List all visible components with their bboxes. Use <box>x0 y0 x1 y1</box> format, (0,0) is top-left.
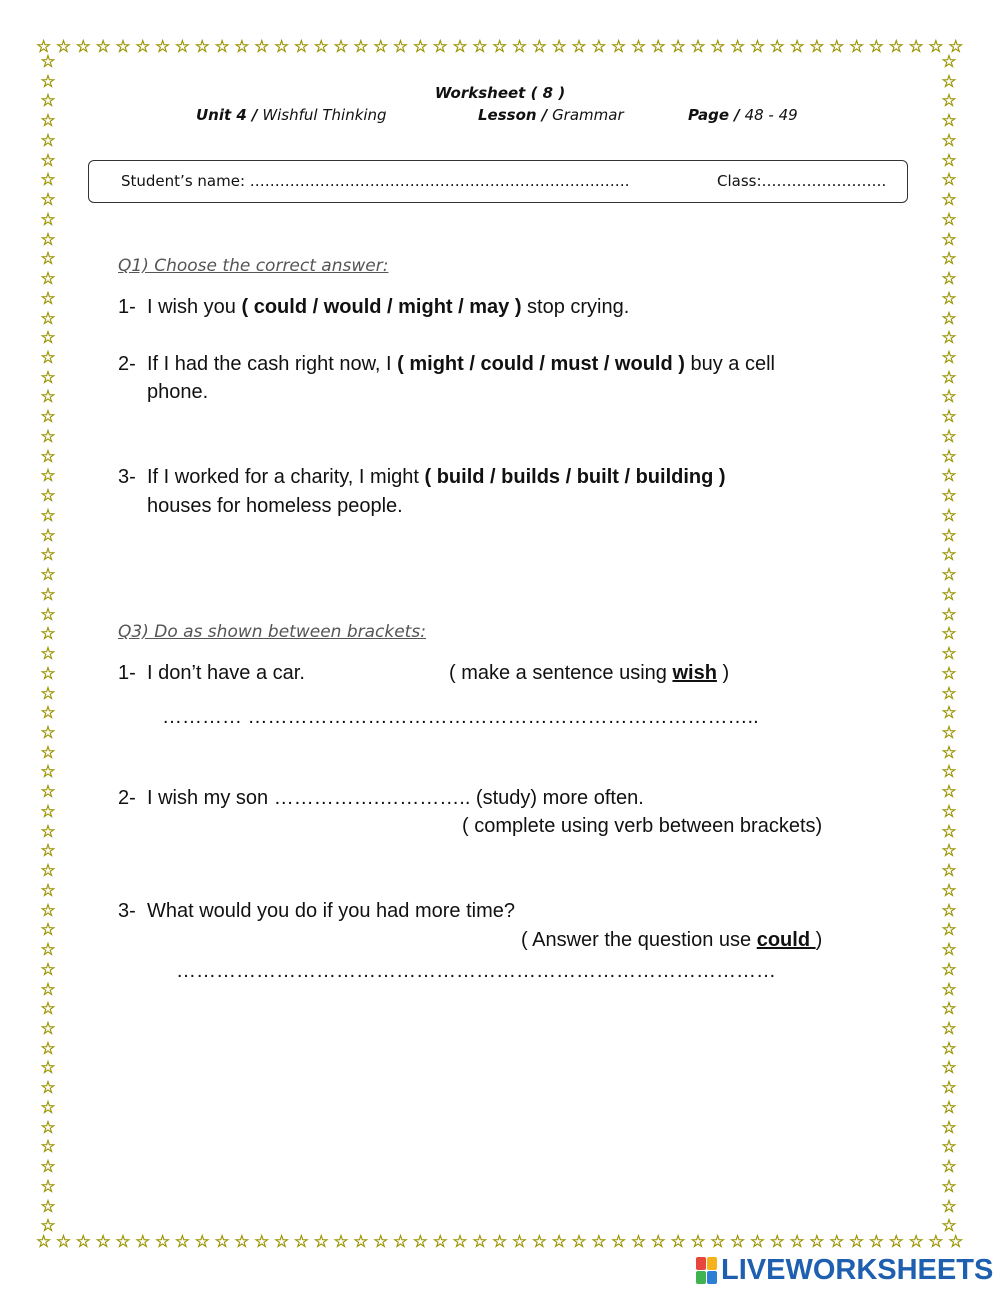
border-left-star-icon: ☆ <box>40 1018 56 1039</box>
border-right-star-icon: ☆ <box>941 920 957 941</box>
border-left-star-icon: ☆ <box>40 604 56 625</box>
border-left-star-icon: ☆ <box>40 821 56 842</box>
border-left-star-icon: ☆ <box>40 150 56 171</box>
border-right-star-icon: ☆ <box>941 801 957 822</box>
border-top-star-icon: ☆ <box>888 36 904 57</box>
border-bottom-star-icon: ☆ <box>353 1231 369 1252</box>
border-right-star-icon: ☆ <box>941 624 957 645</box>
border-left-star-icon: ☆ <box>40 1097 56 1118</box>
border-top-star-icon: ☆ <box>293 36 310 57</box>
border-top-star-icon: ☆ <box>571 36 587 57</box>
border-left-star-icon: ☆ <box>40 111 56 132</box>
border-bottom-star-icon: ☆ <box>769 1231 785 1252</box>
border-left-star-icon: ☆ <box>40 1137 56 1158</box>
border-right-star-icon: ☆ <box>941 190 957 211</box>
border-bottom-star-icon: ☆ <box>928 1231 944 1252</box>
q3-title: Q3) Do as shown between brackets: <box>118 622 426 642</box>
border-top-star-icon: ☆ <box>194 36 210 57</box>
border-left-star-icon: ☆ <box>40 1196 56 1217</box>
q3-item2-number: 2- <box>118 787 136 809</box>
border-top-star-icon: ☆ <box>135 36 151 57</box>
border-right-star-icon: ☆ <box>941 604 957 625</box>
border-left-star-icon: ☆ <box>40 861 56 882</box>
border-right-star-icon: ☆ <box>941 959 957 980</box>
border-right-star-icon: ☆ <box>941 91 957 112</box>
border-top-star-icon: ☆ <box>591 36 607 57</box>
border-right-star-icon: ☆ <box>941 1157 957 1178</box>
border-bottom-star-icon: ☆ <box>75 1231 91 1252</box>
border-right-star-icon: ☆ <box>941 328 957 349</box>
border-left-star-icon: ☆ <box>40 584 56 605</box>
border-left-star-icon: ☆ <box>40 644 56 665</box>
border-bottom-star-icon: ☆ <box>630 1231 647 1252</box>
border-bottom <box>36 1231 964 1253</box>
border-bottom-star-icon: ☆ <box>690 1231 706 1252</box>
border-top-star-icon: ☆ <box>729 36 746 57</box>
border-top-star-icon: ☆ <box>511 36 528 57</box>
border-left-star-icon: ☆ <box>40 426 56 447</box>
border-top-star-icon: ☆ <box>452 36 468 57</box>
border-right-star-icon: ☆ <box>941 269 957 290</box>
border-top-star-icon: ☆ <box>273 36 290 57</box>
border-left-star-icon: ☆ <box>40 170 56 191</box>
border-top-star-icon: ☆ <box>710 36 726 57</box>
border-right-star-icon: ☆ <box>941 1038 957 1059</box>
logo-square-yellow <box>707 1257 717 1270</box>
border-left-star-icon: ☆ <box>40 624 56 645</box>
border-left-star-icon: ☆ <box>40 466 56 487</box>
border-top-star-icon: ☆ <box>373 36 389 57</box>
border-right-star-icon: ☆ <box>941 387 957 408</box>
border-top-star-icon: ☆ <box>234 36 250 57</box>
border-left-star-icon: ☆ <box>40 367 56 388</box>
border-top <box>36 36 964 58</box>
border-bottom-star-icon: ☆ <box>611 1231 627 1252</box>
border-top-star-icon: ☆ <box>36 36 52 57</box>
border-left-star-icon: ☆ <box>40 209 56 230</box>
border-right-star-icon: ☆ <box>941 861 957 882</box>
border-left-star-icon: ☆ <box>40 130 56 151</box>
border-bottom-star-icon: ☆ <box>95 1231 111 1252</box>
border-left-star-icon: ☆ <box>40 880 56 901</box>
q3-item1-text: I don’t have a car. <box>147 662 305 684</box>
border-top-star-icon: ☆ <box>551 36 567 57</box>
border-top-star-icon: ☆ <box>531 36 547 57</box>
q3-item3-number: 3- <box>118 900 136 922</box>
page-info <box>688 106 798 124</box>
border-left-star-icon: ☆ <box>40 999 56 1020</box>
worksheet-header <box>0 84 1000 130</box>
border-left-star-icon: ☆ <box>40 979 56 1000</box>
border-right-star-icon: ☆ <box>941 1078 957 1099</box>
border-left-star-icon: ☆ <box>40 940 56 961</box>
lesson-label: Lesson / <box>478 106 548 124</box>
border-bottom-star-icon: ☆ <box>472 1231 488 1252</box>
border-top-star-icon: ☆ <box>353 36 369 57</box>
q1-item3-continued: houses for homeless people. <box>147 495 403 517</box>
q3-item3-answer-line[interactable]: ……………………………………………………………………………… <box>176 960 776 982</box>
q1-item3 <box>147 466 726 489</box>
border-top-star-icon: ☆ <box>650 36 666 57</box>
q1-title: Q1) Choose the correct answer: <box>118 256 389 276</box>
border-bottom-star-icon: ☆ <box>234 1231 250 1252</box>
border-bottom-star-icon: ☆ <box>273 1231 290 1252</box>
student-name-field[interactable]: Student’s name: …………………………………………………………………. <box>121 172 630 190</box>
border-top-star-icon: ☆ <box>55 36 72 57</box>
border-bottom-star-icon: ☆ <box>908 1231 924 1252</box>
border-left-star-icon: ☆ <box>40 486 56 507</box>
unit-info <box>196 106 387 124</box>
border-top-star-icon: ☆ <box>392 36 409 57</box>
border-right-star-icon: ☆ <box>941 54 957 72</box>
q3-item3-instruction <box>521 929 822 952</box>
border-top-star-icon: ☆ <box>749 36 766 57</box>
border-right-star-icon: ☆ <box>941 1216 957 1236</box>
q3-item1-keyword: wish <box>672 662 717 684</box>
border-left-star-icon: ☆ <box>40 190 56 211</box>
border-top-star-icon: ☆ <box>115 36 131 57</box>
border-left-star-icon: ☆ <box>40 1176 56 1197</box>
q3-item2-instruction: ( complete using verb between brackets) <box>462 815 823 837</box>
liveworksheets-logo-icon <box>696 1257 717 1284</box>
border-right-star-icon: ☆ <box>941 288 957 309</box>
border-left-star-icon: ☆ <box>40 308 56 329</box>
border-left-star-icon: ☆ <box>40 1038 56 1059</box>
border-bottom-star-icon: ☆ <box>293 1231 310 1252</box>
page-value: 48 - 49 <box>744 106 798 124</box>
logo-text: LIVEWORKSHEETS <box>721 1253 994 1286</box>
border-right-star-icon: ☆ <box>941 71 957 92</box>
border-right-star-icon: ☆ <box>941 426 957 447</box>
border-top-star-icon: ☆ <box>472 36 488 57</box>
student-info-box <box>88 160 908 203</box>
border-top-star-icon: ☆ <box>690 36 706 57</box>
q1-item2-choices[interactable]: ( might / could / must / would ) <box>397 353 685 375</box>
q3-item1-instr-text: ( make a sentence using <box>449 662 673 684</box>
border-top-star-icon: ☆ <box>75 36 91 57</box>
border-bottom-star-icon: ☆ <box>432 1231 448 1252</box>
border-right-star-icon: ☆ <box>941 644 957 665</box>
class-field[interactable]: Class:……………………. <box>717 172 887 190</box>
q1-item3-choices[interactable]: ( build / builds / built / building ) <box>424 466 726 488</box>
border-right-star-icon: ☆ <box>941 505 957 526</box>
border-right-star-icon: ☆ <box>941 150 957 171</box>
border-bottom-star-icon: ☆ <box>154 1231 171 1252</box>
border-right-star-icon: ☆ <box>941 880 957 901</box>
border-left-star-icon: ☆ <box>40 54 56 72</box>
border-bottom-star-icon: ☆ <box>492 1231 508 1252</box>
border-right-star-icon: ☆ <box>941 308 957 329</box>
border-bottom-star-icon: ☆ <box>452 1231 468 1252</box>
unit-label: Unit 4 / <box>196 106 258 124</box>
border-bottom-star-icon: ☆ <box>650 1231 666 1252</box>
worksheet-title: Worksheet ( 8 ) <box>434 84 566 102</box>
border-left-star-icon: ☆ <box>40 959 56 980</box>
border-bottom-star-icon: ☆ <box>749 1231 766 1252</box>
border-right-star-icon: ☆ <box>941 249 957 270</box>
border-right-star-icon: ☆ <box>941 486 957 507</box>
border-top-star-icon: ☆ <box>928 36 944 57</box>
border-right-star-icon: ☆ <box>941 1097 957 1118</box>
border-left-star-icon: ☆ <box>40 229 56 250</box>
border-top-star-icon: ☆ <box>254 36 270 57</box>
border-right-star-icon: ☆ <box>941 1058 957 1079</box>
border-left-star-icon: ☆ <box>40 328 56 349</box>
q3-item2-text[interactable]: I wish my son …………….………….. (study) more often. <box>147 787 644 809</box>
border-bottom-star-icon: ☆ <box>551 1231 567 1252</box>
border-left-star-icon: ☆ <box>40 801 56 822</box>
border-right-star-icon: ☆ <box>941 1196 957 1217</box>
border-left-star-icon: ☆ <box>40 762 56 783</box>
border-bottom-star-icon: ☆ <box>194 1231 210 1252</box>
border-left-star-icon: ☆ <box>40 91 56 112</box>
border-bottom-star-icon: ☆ <box>571 1231 587 1252</box>
q1-item1-choices[interactable]: ( could / would / might / may ) <box>241 296 522 318</box>
border-left-star-icon: ☆ <box>40 900 56 921</box>
border-left-star-icon: ☆ <box>40 348 56 369</box>
border-left-star-icon: ☆ <box>40 545 56 566</box>
border-bottom-star-icon: ☆ <box>55 1231 72 1252</box>
border-top-star-icon: ☆ <box>908 36 924 57</box>
border-right-star-icon: ☆ <box>941 525 957 546</box>
border-bottom-star-icon: ☆ <box>174 1231 191 1252</box>
border-top-star-icon: ☆ <box>630 36 647 57</box>
border-bottom-star-icon: ☆ <box>848 1231 865 1252</box>
border-bottom-star-icon: ☆ <box>412 1231 428 1252</box>
worksheet-meta <box>0 106 1000 130</box>
q1-item2-post: buy a cell <box>684 353 775 375</box>
border-right-star-icon: ☆ <box>941 722 957 743</box>
border-bottom-star-icon: ☆ <box>254 1231 270 1252</box>
border-bottom-star-icon: ☆ <box>829 1231 845 1252</box>
border-top-star-icon: ☆ <box>333 36 349 57</box>
border-left-star-icon: ☆ <box>40 1058 56 1079</box>
border-left-star-icon: ☆ <box>40 71 56 92</box>
q3-item3-instr-text: ( Answer the question use <box>521 929 757 951</box>
border-bottom-star-icon: ☆ <box>333 1231 349 1252</box>
q1-item2-number: 2- <box>118 353 136 375</box>
logo-square-blue <box>707 1271 717 1284</box>
border-left-star-icon: ☆ <box>40 407 56 428</box>
border-right-star-icon: ☆ <box>941 565 957 586</box>
border-top-star-icon: ☆ <box>412 36 428 57</box>
border-bottom-star-icon: ☆ <box>373 1231 389 1252</box>
q3-item1-number: 1- <box>118 662 136 684</box>
border-left-star-icon: ☆ <box>40 703 56 724</box>
border-bottom-star-icon: ☆ <box>36 1231 52 1252</box>
border-left-star-icon: ☆ <box>40 1078 56 1099</box>
border-right-star-icon: ☆ <box>941 940 957 961</box>
border-right-star-icon: ☆ <box>941 1176 957 1197</box>
q3-item3-instr-end: ) <box>815 929 823 951</box>
border-right-star-icon: ☆ <box>941 545 957 566</box>
q1-item1-number: 1- <box>118 296 136 318</box>
border-right-star-icon: ☆ <box>941 584 957 605</box>
border-right-star-icon: ☆ <box>941 762 957 783</box>
border-right-star-icon: ☆ <box>941 466 957 487</box>
border-left-star-icon: ☆ <box>40 269 56 290</box>
border-right-star-icon: ☆ <box>941 821 957 842</box>
border-top-star-icon: ☆ <box>829 36 845 57</box>
border-right-star-icon: ☆ <box>941 979 957 1000</box>
border-left-star-icon: ☆ <box>40 663 56 684</box>
border-left-star-icon: ☆ <box>40 742 56 763</box>
border-right-star-icon: ☆ <box>941 999 957 1020</box>
border-bottom-star-icon: ☆ <box>789 1231 805 1252</box>
q3-item1-instruction <box>449 662 729 685</box>
border-right-star-icon: ☆ <box>941 130 957 151</box>
border-right-star-icon: ☆ <box>941 782 957 803</box>
border-bottom-star-icon: ☆ <box>868 1231 885 1252</box>
lesson-value: Grammar <box>552 106 624 124</box>
q1-item1 <box>147 296 629 319</box>
border-bottom-star-icon: ☆ <box>511 1231 528 1252</box>
liveworksheets-logo <box>696 1254 993 1286</box>
border-top-star-icon: ☆ <box>948 36 964 57</box>
border-left-star-icon: ☆ <box>40 446 56 467</box>
border-left-star-icon: ☆ <box>40 920 56 941</box>
border-bottom-star-icon: ☆ <box>670 1231 686 1252</box>
q3-item3-text: What would you do if you had more time? <box>147 900 515 922</box>
border-right-star-icon: ☆ <box>941 367 957 388</box>
border-top-star-icon: ☆ <box>95 36 111 57</box>
border-top-star-icon: ☆ <box>174 36 191 57</box>
border-bottom-star-icon: ☆ <box>392 1231 409 1252</box>
border-top-star-icon: ☆ <box>432 36 448 57</box>
border-left-star-icon: ☆ <box>40 722 56 743</box>
border-right-star-icon: ☆ <box>941 1018 957 1039</box>
q1-item1-text: I wish you <box>147 296 242 318</box>
logo-square-red <box>696 1257 706 1270</box>
border-left-star-icon: ☆ <box>40 841 56 862</box>
border-bottom-star-icon: ☆ <box>531 1231 547 1252</box>
border-left <box>37 54 59 1236</box>
border-top-star-icon: ☆ <box>154 36 171 57</box>
border-top-star-icon: ☆ <box>868 36 885 57</box>
border-right-star-icon: ☆ <box>941 348 957 369</box>
border-left-star-icon: ☆ <box>40 1216 56 1236</box>
border-right-star-icon: ☆ <box>941 111 957 132</box>
border-bottom-star-icon: ☆ <box>729 1231 746 1252</box>
border-bottom-star-icon: ☆ <box>591 1231 607 1252</box>
border-top-star-icon: ☆ <box>789 36 805 57</box>
q1-item2 <box>147 353 775 376</box>
border-bottom-star-icon: ☆ <box>135 1231 151 1252</box>
border-left-star-icon: ☆ <box>40 683 56 704</box>
border-right-star-icon: ☆ <box>941 170 957 191</box>
border-bottom-star-icon: ☆ <box>710 1231 726 1252</box>
border-bottom-star-icon: ☆ <box>888 1231 904 1252</box>
q1-item3-number: 3- <box>118 466 136 488</box>
border-bottom-star-icon: ☆ <box>313 1231 329 1252</box>
border-top-star-icon: ☆ <box>313 36 329 57</box>
border-right-star-icon: ☆ <box>941 1117 957 1138</box>
border-left-star-icon: ☆ <box>40 1117 56 1138</box>
border-left-star-icon: ☆ <box>40 288 56 309</box>
border-left-star-icon: ☆ <box>40 249 56 270</box>
q1-item2-continued: phone. <box>147 381 209 403</box>
border-right-star-icon: ☆ <box>941 900 957 921</box>
border-bottom-star-icon: ☆ <box>115 1231 131 1252</box>
border-bottom-star-icon: ☆ <box>809 1231 825 1252</box>
border-top-star-icon: ☆ <box>492 36 508 57</box>
border-right-star-icon: ☆ <box>941 209 957 230</box>
border-right-star-icon: ☆ <box>941 742 957 763</box>
border-top-star-icon: ☆ <box>670 36 686 57</box>
logo-square-green <box>696 1271 706 1284</box>
border-right-star-icon: ☆ <box>941 1137 957 1158</box>
q3-item3-keyword: could <box>756 929 816 951</box>
border-left-star-icon: ☆ <box>40 1157 56 1178</box>
border-left-star-icon: ☆ <box>40 387 56 408</box>
lesson-info <box>478 106 624 124</box>
page-label: Page / <box>688 106 740 124</box>
border-top-star-icon: ☆ <box>809 36 825 57</box>
border-bottom-star-icon: ☆ <box>214 1231 230 1252</box>
border-right-star-icon: ☆ <box>941 703 957 724</box>
border-left-star-icon: ☆ <box>40 505 56 526</box>
border-right-star-icon: ☆ <box>941 683 957 704</box>
q1-item2-text: If I had the cash right now, I <box>147 353 398 375</box>
border-right-star-icon: ☆ <box>941 446 957 467</box>
border-bottom-star-icon: ☆ <box>948 1231 964 1252</box>
border-top-star-icon: ☆ <box>214 36 230 57</box>
border-right-star-icon: ☆ <box>941 841 957 862</box>
border-top-star-icon: ☆ <box>769 36 785 57</box>
border-right <box>938 54 960 1236</box>
border-left-star-icon: ☆ <box>40 782 56 803</box>
border-top-star-icon: ☆ <box>611 36 627 57</box>
q1-item1-post: stop crying. <box>521 296 630 318</box>
unit-value: Wishful Thinking <box>262 106 387 124</box>
border-left-star-icon: ☆ <box>40 525 56 546</box>
q3-item1-instr-end: ) <box>716 662 730 684</box>
border-top-star-icon: ☆ <box>848 36 865 57</box>
q3-item1-answer-line[interactable]: ………… ………………………………………………………………….. <box>162 706 759 728</box>
border-right-star-icon: ☆ <box>941 229 957 250</box>
q1-item3-text: If I worked for a charity, I might <box>147 466 425 488</box>
border-right-star-icon: ☆ <box>941 663 957 684</box>
border-right-star-icon: ☆ <box>941 407 957 428</box>
border-left-star-icon: ☆ <box>40 565 56 586</box>
